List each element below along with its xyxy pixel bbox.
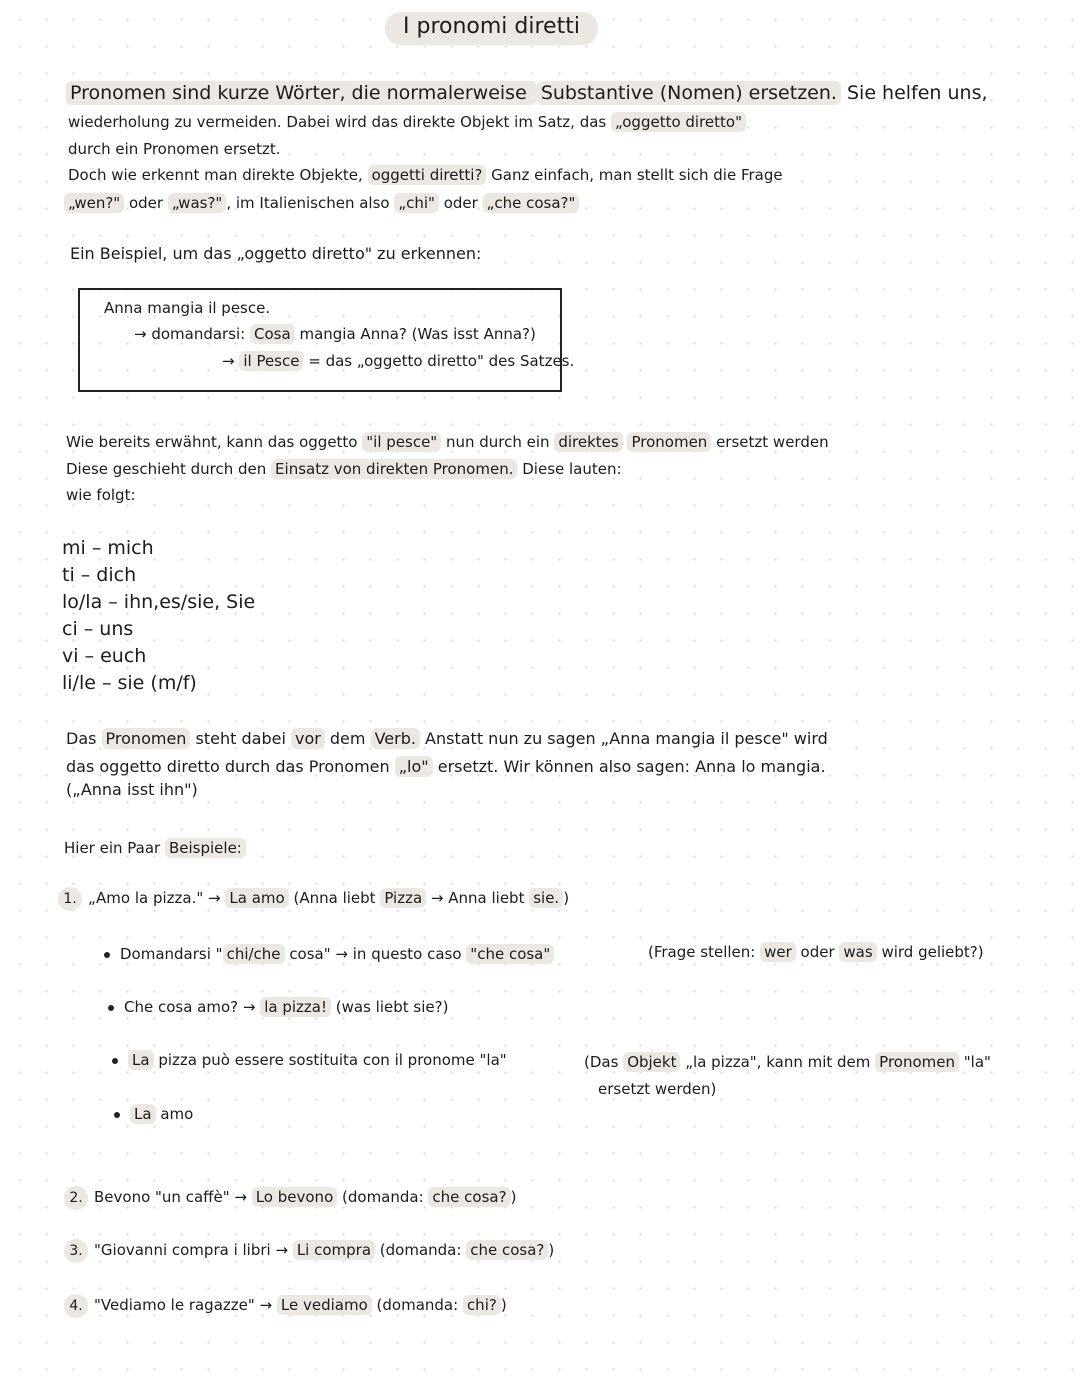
bullet-1-note	[648, 943, 984, 961]
hl-chi-che: chi/che	[223, 944, 285, 964]
para-text: ersetzt werden	[711, 433, 829, 451]
bullet-3-note-2: ersetzt werden)	[598, 1080, 717, 1098]
pronoun-mi: mi – mich	[62, 537, 154, 559]
intro-text: oder	[124, 194, 168, 212]
pronoun-ci: ci – uns	[62, 618, 134, 640]
box-text: mangia Anna? (Was isst Anna?)	[294, 325, 536, 343]
box-text: = das „oggetto diretto" des Satzes.	[303, 352, 575, 370]
hl-pronomen: Pronomen	[627, 432, 711, 452]
intro-line-5	[64, 194, 579, 212]
para-text: Das	[66, 729, 102, 748]
hl-pronomen: Pronomen	[102, 728, 191, 749]
hl-che-cosa: „che cosa?"	[483, 193, 580, 213]
para-text: Wie bereits erwähnt, kann das oggetto	[66, 433, 363, 451]
hl-lo: „lo"	[395, 756, 433, 777]
bullet-dot	[112, 1058, 118, 1064]
example-number: 1.	[58, 887, 82, 911]
para-text: nun durch ein	[441, 433, 555, 451]
para-text: Diese lauten:	[517, 460, 622, 478]
ex-text: (domanda:	[337, 1188, 429, 1206]
ex-text: (was liebt sie?)	[331, 998, 449, 1016]
ex-text: )	[500, 1296, 507, 1314]
ex-text: )	[548, 1241, 555, 1259]
box-hl-pesce: il Pesce	[239, 351, 303, 371]
ex-text: pizza può essere sostituita con il pronome "la"	[153, 1051, 507, 1069]
ex-text: (Das	[584, 1053, 624, 1071]
intro-text: oder	[438, 194, 483, 212]
ex-text: (domanda:	[375, 1241, 467, 1259]
para-text: Hier ein Paar	[64, 839, 165, 857]
ex-text: „Amo la pizza." →	[88, 889, 226, 907]
ex-text: → Anna liebt	[426, 889, 530, 907]
hl-pronomen: Pronomen	[875, 1052, 959, 1072]
para-text: dem	[324, 729, 371, 748]
ex-text: wird geliebt?)	[876, 943, 984, 961]
hl-che-cosa: "che cosa"	[466, 944, 554, 964]
bullet-dot	[108, 1005, 114, 1011]
para3-line-2	[66, 757, 826, 776]
hl-vor: vor	[291, 728, 325, 749]
intro-text: Doch wie erkennt man direkte Objekte,	[68, 166, 368, 184]
box-text: →	[222, 352, 240, 370]
para-text: steht dabei	[190, 729, 291, 748]
pronoun-li-le: li/le – sie (m/f)	[62, 672, 197, 694]
box-text: → domandarsi:	[134, 325, 251, 343]
ex-text: Bevono "un caffè" →	[94, 1188, 252, 1206]
box-line-2	[134, 325, 536, 343]
para-text: Anstatt nun zu sagen „Anna mangia il pesce" wird	[419, 729, 828, 748]
hl-lo-bevono: Lo bevono	[252, 1187, 338, 1207]
example-2	[64, 1186, 516, 1210]
hl-la-amo: La amo	[225, 888, 288, 908]
page-title: I pronomi diretti	[385, 12, 598, 45]
hl-beispiele: Beispiele:	[165, 838, 246, 858]
example-intro: Ein Beispiel, um das „oggetto diretto" zu erkennen:	[70, 244, 482, 263]
pronoun-vi: vi – euch	[62, 645, 147, 667]
hl-was: „was?"	[168, 193, 226, 213]
hl-che-cosa: che cosa?	[466, 1240, 548, 1260]
box-line-3	[222, 352, 574, 370]
hl-le-vediamo: Le vediamo	[277, 1295, 372, 1315]
bullet-3	[112, 1051, 507, 1069]
ex-text: "la"	[959, 1053, 991, 1071]
hl-chi: chi?	[463, 1295, 501, 1315]
para-text: ersetzt. Wir können also sagen:	[432, 757, 696, 776]
example-3	[64, 1239, 554, 1263]
bullet-3-note	[584, 1053, 991, 1071]
para-text: das oggetto diretto durch das Pronomen	[66, 757, 395, 776]
ex-text: „la pizza", kann mit dem	[680, 1053, 876, 1071]
ex-text: amo	[155, 1105, 194, 1123]
intro-line-1	[66, 82, 988, 104]
hl-verb: Verb.	[371, 728, 420, 749]
intro-text: , im Italienischen also	[226, 194, 395, 212]
intro-text: Sie helfen uns,	[840, 82, 988, 104]
hl-wer: wer	[760, 942, 796, 962]
hl-chi: „chi"	[394, 193, 439, 213]
para2-line-1	[66, 433, 829, 451]
ex-text: "Vediamo le ragazze" →	[94, 1296, 277, 1314]
hl-la: La	[128, 1050, 154, 1070]
hl-li-compra: Li compra	[293, 1240, 375, 1260]
intro-line-2	[68, 113, 746, 131]
bullet-4	[114, 1105, 193, 1123]
intro-hl-substantive: Substantive (Nomen) ersetzen.	[537, 81, 841, 105]
pronoun-lo-la: lo/la – ihn,es/sie, Sie	[62, 591, 256, 613]
hl-was: was	[839, 942, 876, 962]
hl-wen: „wen?"	[64, 193, 124, 213]
ex-text: (Anna liebt	[288, 889, 381, 907]
example-number: 2.	[64, 1186, 88, 1210]
ex-text: "Giovanni compra i libri →	[94, 1241, 293, 1259]
para2-line-2	[66, 460, 622, 478]
ex-text: Domandarsi "	[120, 945, 223, 963]
ex-text: cosa" → in questo caso	[284, 945, 467, 963]
ex-text: )	[510, 1188, 517, 1206]
bullet-1	[104, 945, 554, 963]
ex-text: (domanda:	[371, 1296, 463, 1314]
intro-text: wiederholung zu vermeiden. Dabei wird das direkte Objekt im Satz, das	[68, 113, 612, 131]
ex-text: )	[563, 889, 570, 907]
intro-hl-pronomen: Pronomen sind kurze Wörter, die normalerweise	[66, 81, 537, 105]
ex-text: oder	[795, 943, 840, 961]
hl-sie: sie.	[529, 888, 563, 908]
bullet-dot	[114, 1112, 120, 1118]
example-number: 3.	[64, 1239, 88, 1263]
para3-line-3: („Anna isst ihn")	[66, 780, 198, 799]
hl-direktes: direktes	[554, 432, 622, 452]
example-1	[58, 887, 569, 911]
example-4	[64, 1294, 507, 1318]
box-line-1: Anna mangia il pesce.	[104, 299, 271, 317]
examples-intro	[64, 839, 246, 857]
intro-hl-oggetto: „oggetto diretto"	[611, 112, 746, 132]
para2-line-3: wie folgt:	[66, 486, 136, 504]
ex-text: (Frage stellen:	[648, 943, 761, 961]
para3-line-1	[66, 729, 828, 748]
para-text: Diese geschieht durch den	[66, 460, 272, 478]
box-hl-cosa: Cosa	[250, 324, 295, 344]
ex-text: Che cosa amo? →	[124, 998, 261, 1016]
intro-line-3: durch ein Pronomen ersetzt.	[68, 140, 281, 158]
hl-la-pizza: la pizza!	[260, 997, 331, 1017]
para-text: Anna lo mangia.	[695, 757, 826, 776]
hl-einsatz: Einsatz von direkten Pronomen.	[271, 459, 517, 479]
hl-objekt: Objekt	[623, 1052, 680, 1072]
hl-che-cosa: che cosa?	[428, 1187, 510, 1207]
intro-hl-oggetti: oggetti diretti?	[368, 165, 487, 185]
intro-text: Ganz einfach, man stellt sich die Frage	[486, 166, 783, 184]
intro-line-4	[68, 166, 783, 184]
example-number: 4.	[64, 1294, 88, 1318]
pronoun-ti: ti – dich	[62, 564, 137, 586]
hl-pizza: Pizza	[380, 888, 426, 908]
hl-la: La	[130, 1104, 156, 1124]
hl-il-pesce: "il pesce"	[362, 432, 441, 452]
bullet-2	[108, 998, 448, 1016]
bullet-dot	[104, 952, 110, 958]
